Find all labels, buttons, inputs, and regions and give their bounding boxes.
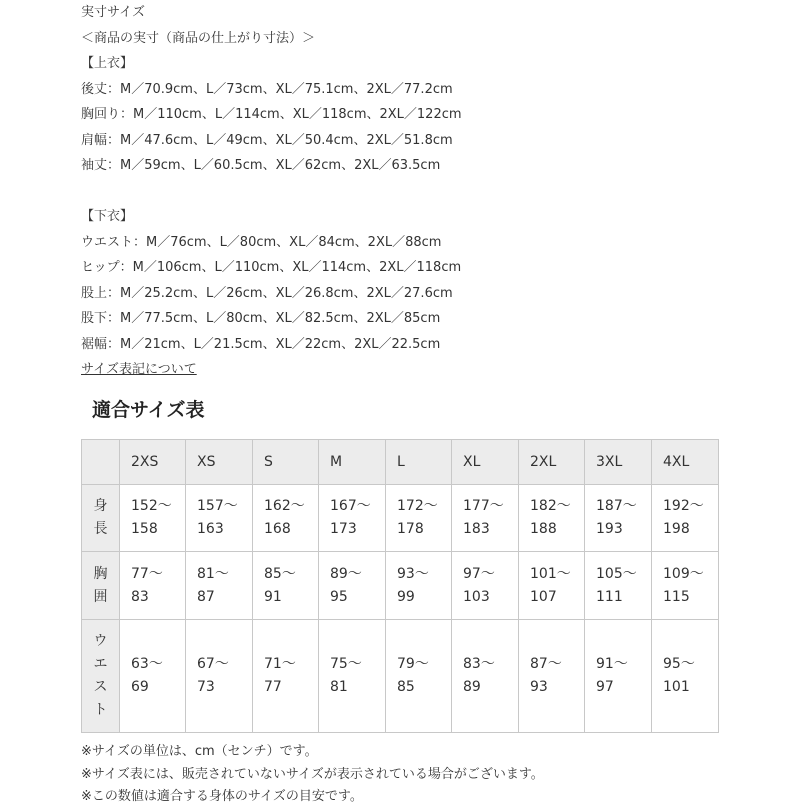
value-cell: 192～ 198 — [652, 485, 719, 552]
table-row-height — [82, 485, 719, 552]
value-cell: 85～ 91 — [253, 552, 319, 620]
value-cell: 157～ 163 — [186, 485, 253, 552]
table-row-waist — [82, 620, 719, 733]
size-header-s: S — [253, 440, 319, 485]
fit-size-table — [81, 439, 719, 733]
bottom-measure-waist: ウエスト：M／76cm、L／80cm、XL／84cm、2XL／88cm — [81, 234, 442, 250]
value-cell: 75～ 81 — [319, 620, 386, 733]
bottom-measure-inseam: 股下：M／77.5cm、L／80cm、XL／82.5cm、2XL／85cm — [81, 311, 441, 326]
value-cell: 91～ 97 — [585, 620, 652, 733]
top-measure-shoulder: 肩幅：M／47.6cm、L／49cm、XL／50.4cm、2XL／51.8cm — [81, 132, 453, 148]
size-notation-link[interactable]: サイズ表記について — [81, 362, 197, 377]
value-cell: 187～ 193 — [585, 485, 652, 552]
actual-size-section — [81, 0, 781, 383]
value-cell: 177～ 183 — [452, 485, 519, 552]
value-cell: 109～ 115 — [652, 552, 719, 620]
size-header-3xl: 3XL — [585, 440, 652, 485]
size-header-xl: XL — [452, 440, 519, 485]
top-garment-heading: 【上衣】 — [81, 56, 134, 71]
size-header-4xl: 4XL — [652, 440, 719, 485]
note-unit: ※サイズの単位は、cm（センチ）です。 — [81, 744, 318, 759]
size-header-xs: XS — [186, 440, 253, 485]
value-cell: 167～ 173 — [319, 485, 386, 552]
value-cell: 83～ 89 — [452, 620, 519, 733]
top-measure-chest: 胸回り：M／110cm、L／114cm、XL／118cm、2XL／122cm — [81, 107, 462, 122]
top-measure-sleeve: 袖丈：M／59cm、L／60.5cm、XL／62cm、2XL／63.5cm — [81, 158, 441, 173]
row-label-chest: 胸囲 — [82, 552, 120, 620]
value-cell: 172～ 178 — [386, 485, 452, 552]
value-cell: 101～ 107 — [519, 552, 585, 620]
size-header-2xs: 2XS — [120, 440, 186, 485]
value-cell: 89～ 95 — [319, 552, 386, 620]
bottom-measure-rise: 股上：M／25.2cm、L／26cm、XL／26.8cm、2XL／27.6cm — [81, 285, 453, 301]
actual-size-subtitle: ＜商品の実寸（商品の仕上がり寸法）＞ — [81, 30, 316, 46]
section-spacer — [81, 179, 781, 205]
actual-size-title: 実寸サイズ — [81, 5, 145, 20]
value-cell: 162～ 168 — [253, 485, 319, 552]
table-row-chest — [82, 552, 719, 620]
fit-size-table-title: 適合サイズ表 — [92, 399, 205, 421]
value-cell: 95～ 101 — [652, 620, 719, 733]
value-cell: 105～ 111 — [585, 552, 652, 620]
value-cell: 77～ 83 — [120, 552, 186, 620]
value-cell: 93～ 99 — [386, 552, 452, 620]
value-cell: 71～ 77 — [253, 620, 319, 733]
size-header-2xl: 2XL — [519, 440, 585, 485]
corner-cell — [82, 440, 120, 485]
value-cell: 152～ 158 — [120, 485, 186, 552]
value-cell: 87～ 93 — [519, 620, 585, 733]
size-header-l: L — [386, 440, 452, 485]
value-cell: 79～ 85 — [386, 620, 452, 733]
note-body-size-guide: ※この数値は適合する身体のサイズの目安です。 — [81, 789, 363, 804]
notes-section — [81, 741, 781, 809]
note-unsold-sizes: ※サイズ表には、販売されていないサイズが表示されている場合がございます。 — [81, 766, 544, 782]
top-measure-back-length: 後丈：M／70.9cm、L／73cm、XL／75.1cm、2XL／77.2cm — [81, 81, 453, 97]
value-cell: 182～ 188 — [519, 485, 585, 552]
bottom-measure-hip: ヒップ：M／106cm、L／110cm、XL／114cm、2XL／118cm — [81, 260, 462, 275]
value-cell: 97～ 103 — [452, 552, 519, 620]
bottom-measure-hem-width: 裾幅：M／21cm、L／21.5cm、XL／22cm、2XL／22.5cm — [81, 336, 441, 352]
row-label-waist: ウエスト — [82, 620, 120, 733]
size-header-row — [82, 440, 719, 485]
bottom-garment-heading: 【下衣】 — [81, 209, 134, 224]
value-cell: 63～ 69 — [120, 620, 186, 733]
size-header-m: M — [319, 440, 386, 485]
row-label-height: 身長 — [82, 485, 120, 552]
value-cell: 67～ 73 — [186, 620, 253, 733]
value-cell: 81～ 87 — [186, 552, 253, 620]
